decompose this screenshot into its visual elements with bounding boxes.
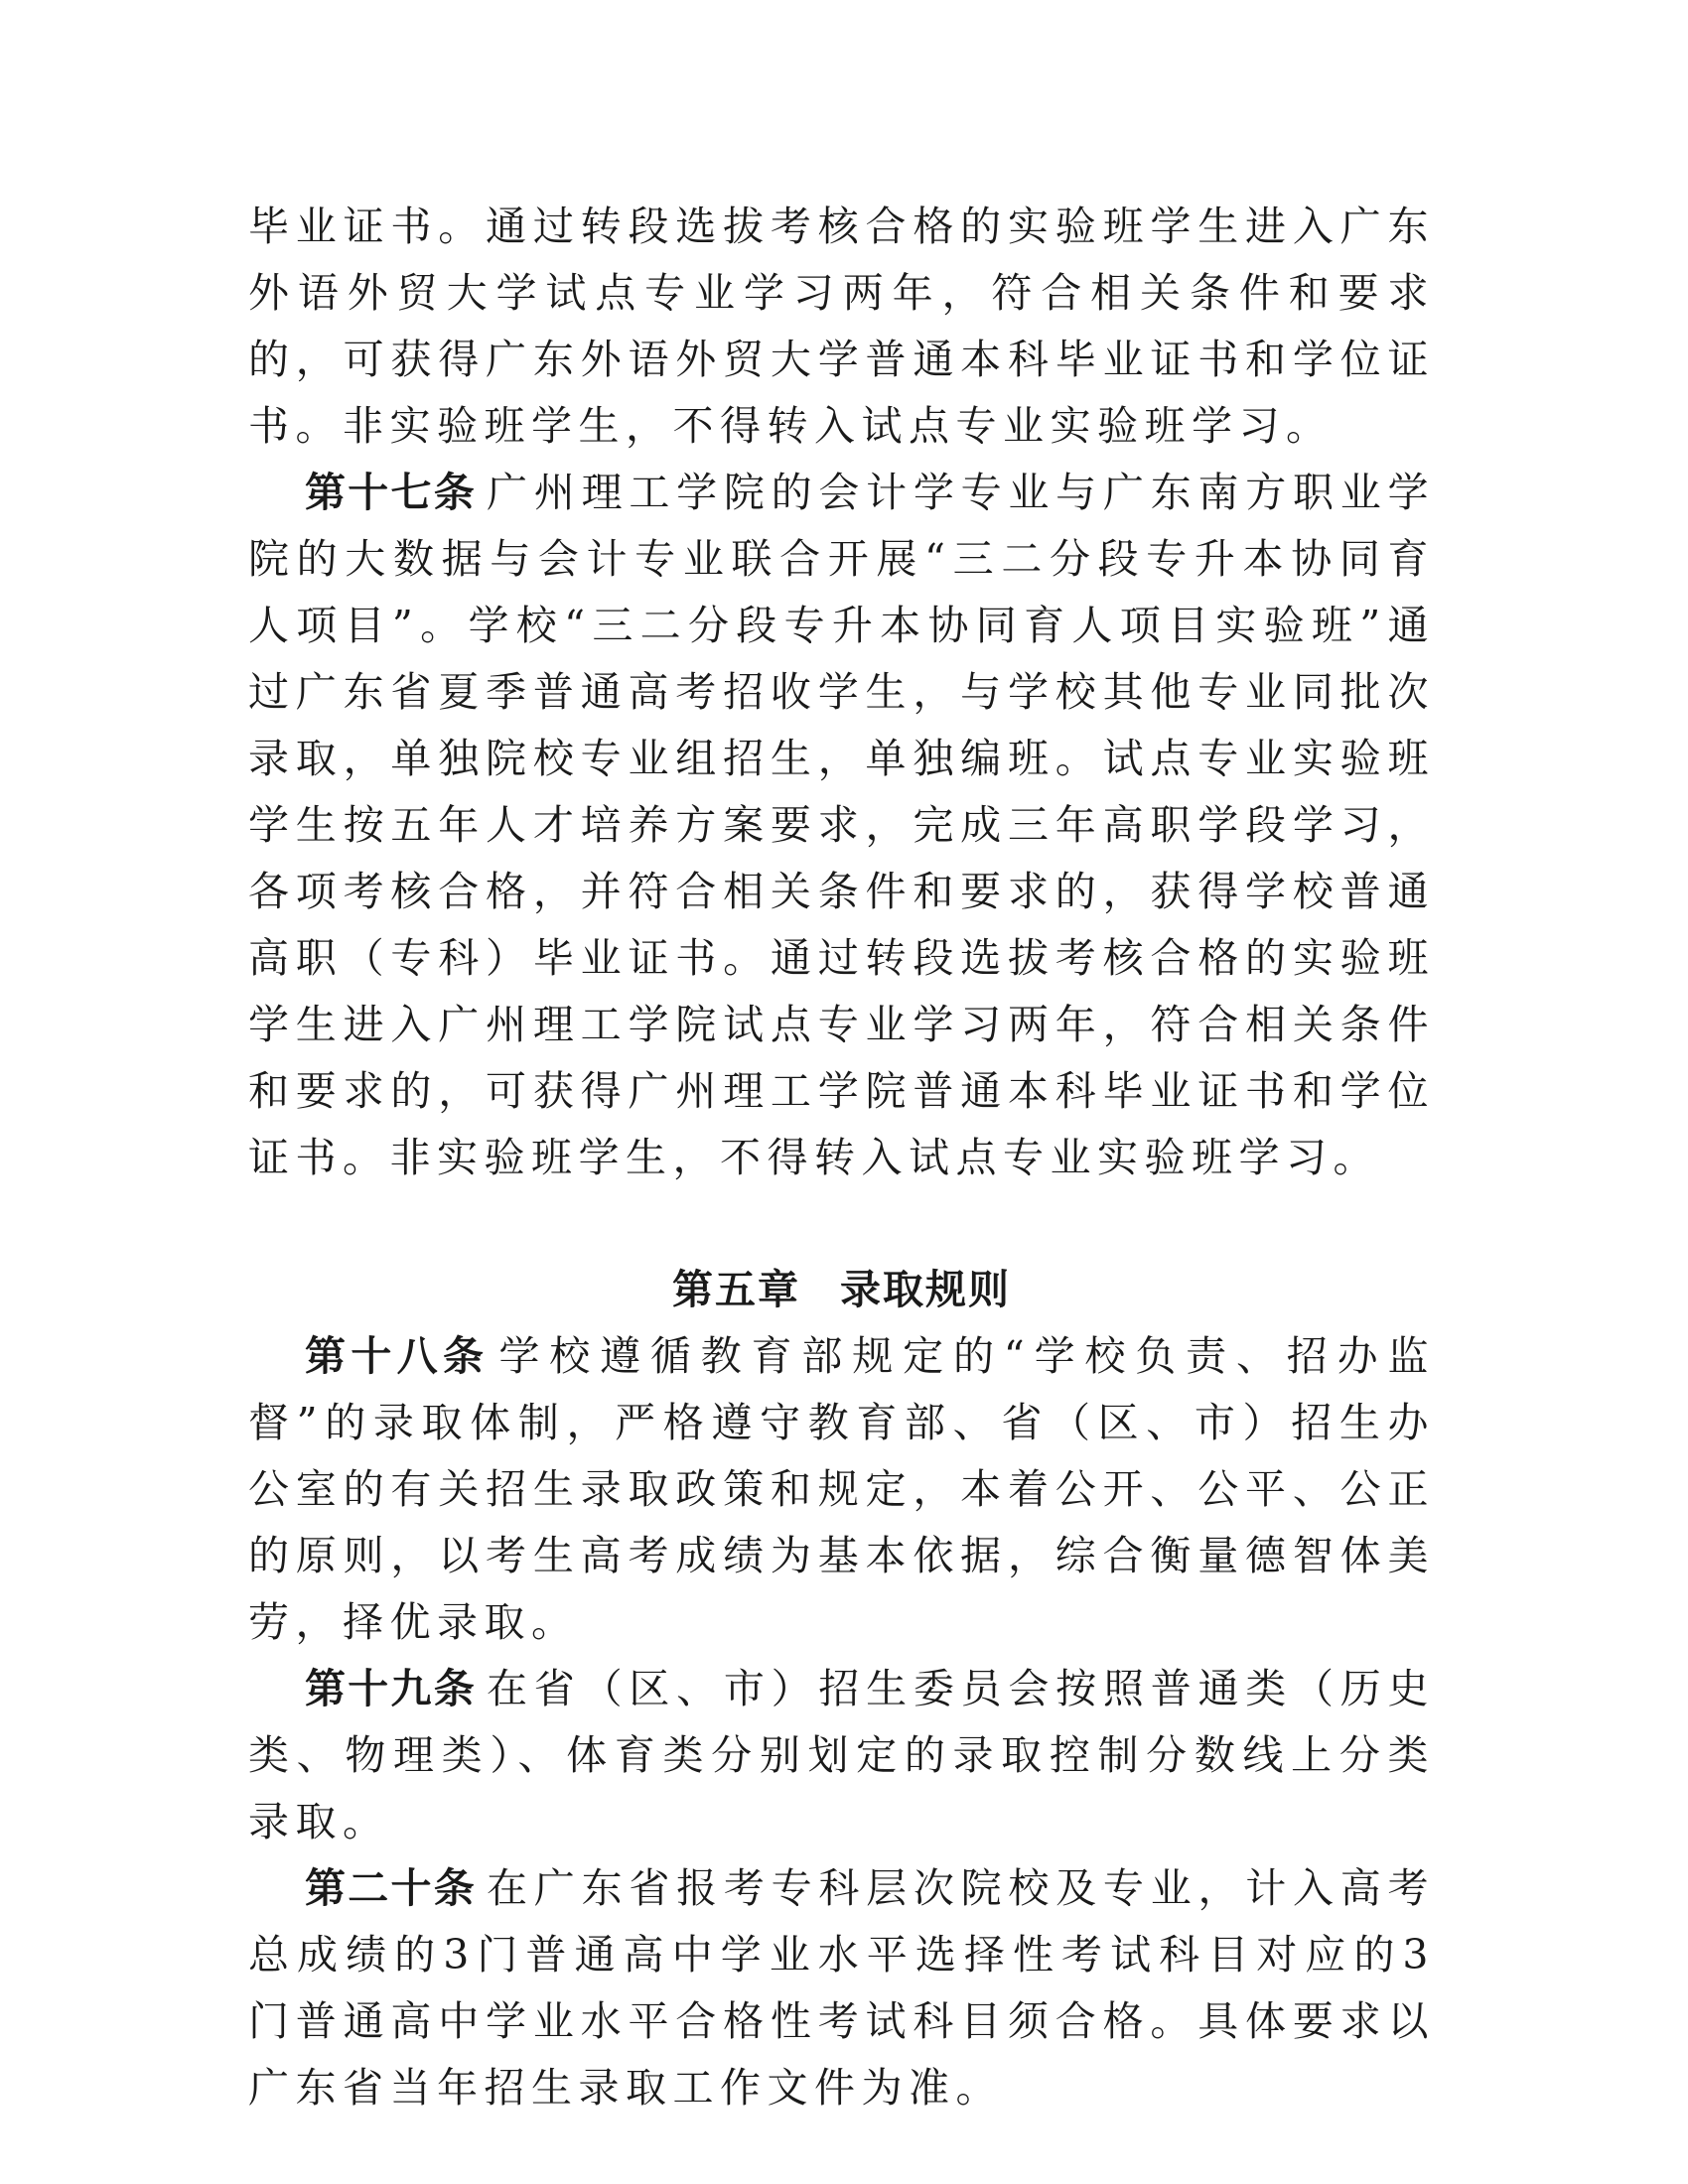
chapter-title: 录取规则 bbox=[840, 1266, 1011, 1313]
article-18 bbox=[248, 1323, 1435, 1656]
article-18-body: 学校遵循教育部规定的“学校负责、招办监督”的录取体制，严格遵守教育部、省（区、市）招生办公室的有关招生录取政策和规定，本着公开、公平、公正的原则，以考生高考成绩为基本依据，综合衡量德智体美劳，择优录取。 bbox=[248, 1332, 1435, 1646]
article-19-heading: 第十九条 bbox=[305, 1665, 478, 1712]
article-20 bbox=[248, 1855, 1435, 2121]
article-19 bbox=[248, 1656, 1435, 1855]
paragraph-continuation-text: 毕业证书。通过转段选拔考核合格的实验班学生进入广东外语外贸大学试点专业学习两年，符合相关条件和要求的，可获得广东外语外贸大学普通本科毕业证书和学位证书。非实验班学生，不得转入试点专业实验班学习。 bbox=[248, 203, 1435, 450]
document-page bbox=[248, 194, 1435, 2121]
article-20-heading: 第二十条 bbox=[305, 1864, 478, 1912]
chapter-number: 第五章 bbox=[672, 1266, 800, 1313]
article-17-heading: 第十七条 bbox=[305, 469, 478, 516]
article-19-body: 在省（区、市）招生委员会按照普通类（历史类、物理类）、体育类分别划定的录取控制分数线上分类录取。 bbox=[248, 1665, 1436, 1845]
chapter-heading bbox=[248, 1257, 1435, 1323]
article-20-body: 在广东省报考专科层次院校及专业，计入高考总成绩的3门普通高中学业水平选择性考试科目对应的3门普通高中学业水平合格性考试科目须合格。具体要求以广东省当年招生录取工作文件为准。 bbox=[248, 1864, 1436, 2112]
article-17 bbox=[248, 460, 1435, 1191]
paragraph-continuation bbox=[248, 194, 1435, 460]
article-18-heading: 第十八条 bbox=[305, 1332, 490, 1380]
article-17-body: 广州理工学院的会计学专业与广东南方职业学院的大数据与会计专业联合开展“三二分段专升本协同育人项目”。学校“三二分段专升本协同育人项目实验班”通过广东省夏季普通高考招收学生，与学校其他专业同批次录取，单独院校专业组招生，单独编班。试点专业实验班学生按五年人才培养方案要求，完成三年高职学段学习，各项考核合格，并符合相关条件和要求的，获得学校普通高职（专科）毕业证书。通过转段选拔考核合格的实验班学生进入广州理工学院试点专业学习两年，符合相关条件和要求的，可获得广州理工学院普通本科毕业证书和学位证书。非实验班学生，不得转入试点专业实验班学习。 bbox=[248, 469, 1436, 1181]
